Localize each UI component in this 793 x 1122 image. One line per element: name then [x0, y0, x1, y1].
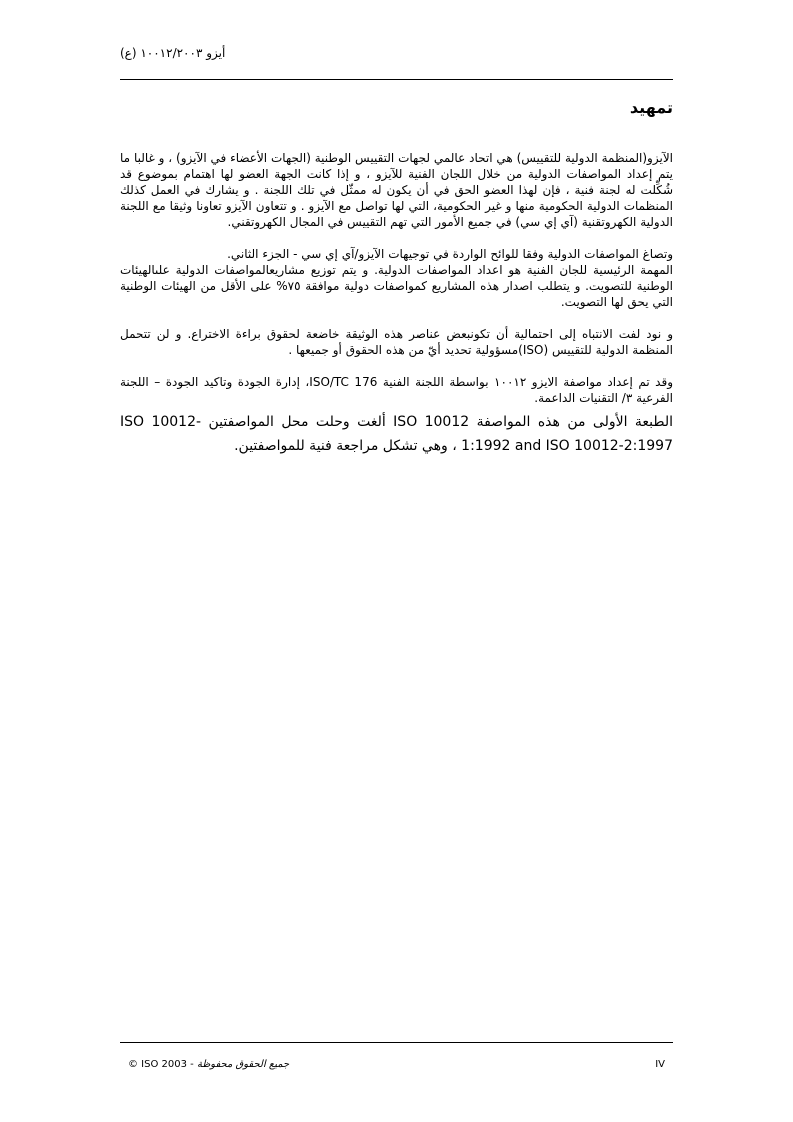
foreword-body — [120, 150, 673, 458]
page-number: IV — [655, 1059, 665, 1070]
footer-divider — [120, 1042, 673, 1043]
page-title: تمهيد — [629, 98, 673, 117]
paragraph-directives: وتصاغ المواصفات الدولية وفقا للوائح الواردة في توجيهات الآيزو/آي إي سي - الجزء الثاني. — [227, 247, 673, 261]
rights-reserved-text: جميع الحقوق محفوظة — [196, 1059, 290, 1070]
header-standard-reference: أيزو ١٠٠١٢/٢٠٠٣ (ع) — [120, 46, 226, 60]
paragraph-edition: الطبعة الأولى من هذه المواصفة ISO 10012 ألغت وحلت محل المواصفتين ISO 10012-1:1992 and ISO 10012-2:1997 ، وهي تشكل مراجعة فنية للمواصفتين. — [120, 414, 674, 454]
paragraph-patent-notice: و نود لفت الانتباه إلى احتمالية أن تكونبعض عناصر هذه الوثيقة خاضعة لحقوق براءة الاختراع. و لن تتحمل المنظمة الدولية للتقييس (ISO)مسؤولية تحديد أيّ من هذه الحقوق أو جميعها . — [120, 327, 673, 357]
paragraph-preparation: وقد تم إعداد مواصفة الايزو ١٠٠١٢ بواسطة اللجنة الفنية ISO/TC 176، إدارة الجودة وتاكيد الجودة – اللجنة الفرعية ٣/ التقنيات الداعمة. — [120, 375, 673, 405]
header-divider — [120, 79, 673, 80]
paragraph-committee-task: المهمة الرئيسية للجان الفنية هو اعداد المواصفات الدولية. و يتم توزيع مشاريعالمواصفات الدولية علىالهيئات الوطنية للتصويت. و يتطلب اصدار هذه المشاريع كمواصفات دولية موافقة ٧٥% على الأقل من الهيئات الوطنية التي يحق لها التصويت. — [120, 263, 673, 309]
paragraph-iso-overview: الآيزو(المنظمة الدولية للتقييس) هي اتحاد عالمي لجهات التقييس الوطنية (الجهات الأعضاء في الآيزو) ، و غالبا ما يتم إعداد المواصفات الدولية من خلال اللجان الفنية للآيزو ، و إذا كانت الجهة العضو لها اهتمام بموضوع قد شُكِّلت له لجنة فنية ، فإن لهذا العضو الحق في أن يكون له ممثّل في تلك اللجنة . و يشارك في العمل كذلك المنظمات الدولية الحكومية منها و غير الحكومية، التي لها تواصل مع الآيزو . و تتعاون الآيزو تعاونا وثيقا مع اللجنة الدولية الكهروتقنية (آي إي سي) في جميع الأمور التي تهم التقييس في المجال الكهروتقني. — [120, 151, 673, 229]
copyright-text: © ISO 2003 - — [128, 1059, 197, 1070]
footer-copyright — [128, 1059, 289, 1070]
